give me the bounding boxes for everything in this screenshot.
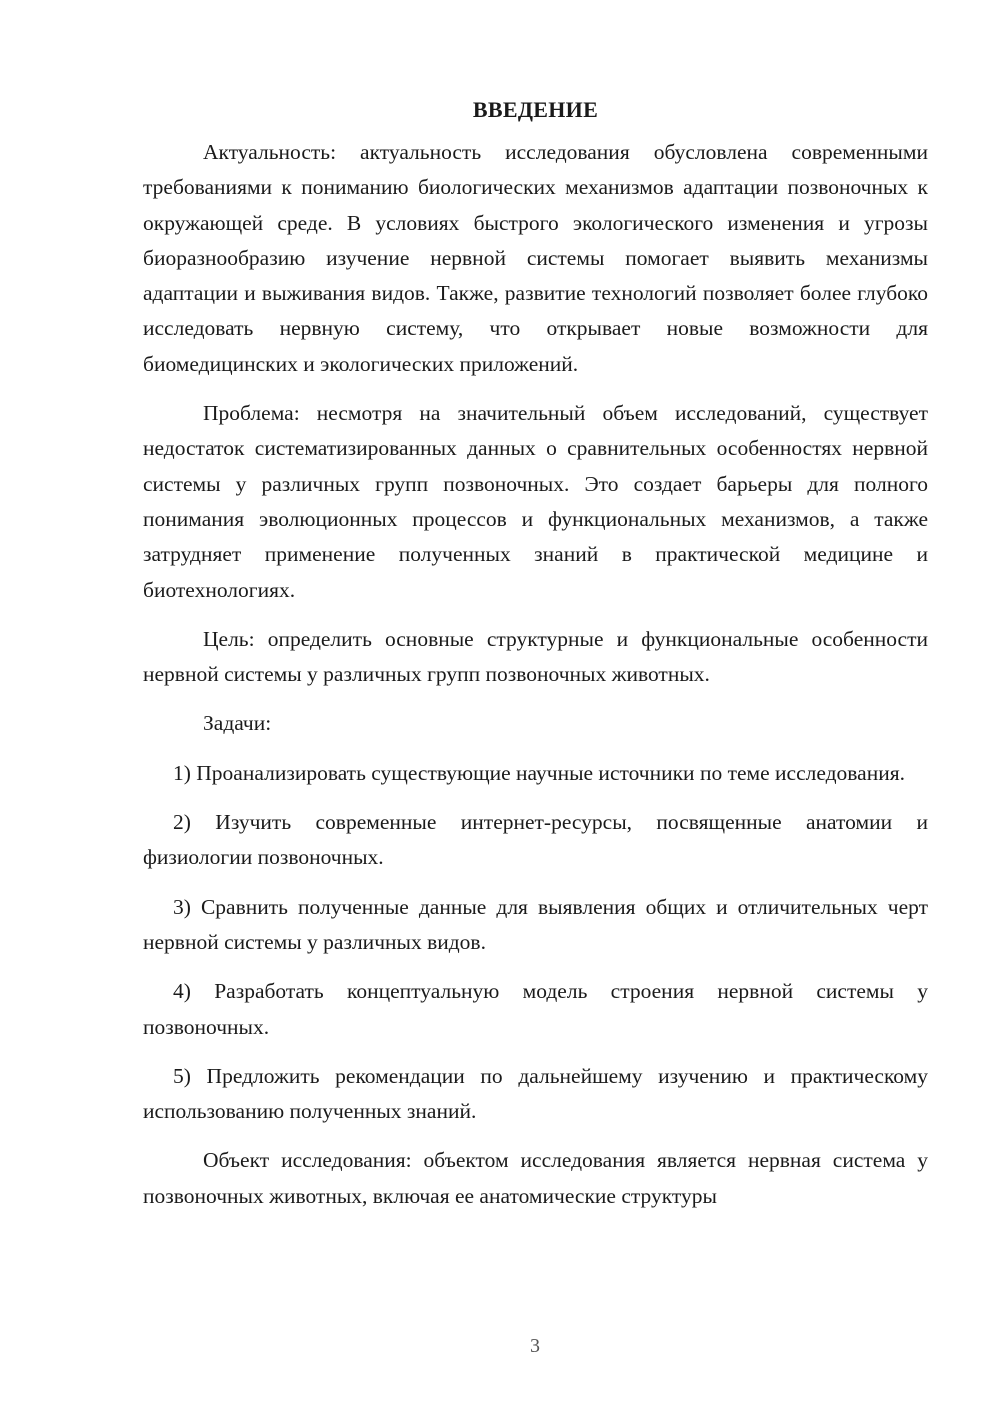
task-item-3: 3) Сравнить полученные данные для выявления общих и отличительных черт нервной системы у различных видов.: [143, 894, 928, 954]
tasks-label: Задачи:: [203, 711, 272, 736]
object-paragraph: Объект исследования: объектом исследования является нервная система у позвоночных животных, включая ее анатомические структуры: [143, 1148, 928, 1208]
task-item-5: 5) Предложить рекомендации по дальнейшему изучению и практическому использованию полученных знаний.: [143, 1063, 928, 1124]
section-heading: ВВЕДЕНИЕ: [472, 97, 599, 122]
relevance-paragraph: Актуальность: актуальность исследования обусловлена современными требованиями к пониманию биологических механизмов адаптации позвоночных к окружающей среде. В условиях быстрого экологического изменения и угрозы биоразнообразию изучение нервной системы помогает выявить механизмы адаптации и выживания видов. Также, развитие технологий позволяет более глубоко исследовать нервную систему, что открывает новые возможности для биомедицинских и экологических приложений.: [143, 140, 928, 376]
task-item-1: 1) Проанализировать существующие научные источники по теме исследования.: [173, 760, 905, 785]
document-page: [143, 95, 928, 1214]
task-item-4: 4) Разработать концептуальную модель строения нервной системы у позвоночных.: [143, 979, 928, 1039]
page-number: 3: [530, 1335, 540, 1357]
task-item-2: 2) Изучить современные интернет-ресурсы, посвященные анатомии и физиологии позвоночных.: [143, 810, 928, 870]
goal-paragraph: Цель: определить основные структурные и функциональные особенности нервной системы у различных групп позвоночных животных.: [143, 626, 928, 687]
problem-paragraph: Проблема: несмотря на значительный объем исследований, существует недостаток систематизированных данных о сравнительных особенностях нервной системы у различных групп позвоночных. Это создает барьеры для полного понимания эволюционных процессов и функциональных механизмов, а также затрудняет применение полученных знаний в практической медицине и биотехнологиях.: [143, 401, 928, 602]
